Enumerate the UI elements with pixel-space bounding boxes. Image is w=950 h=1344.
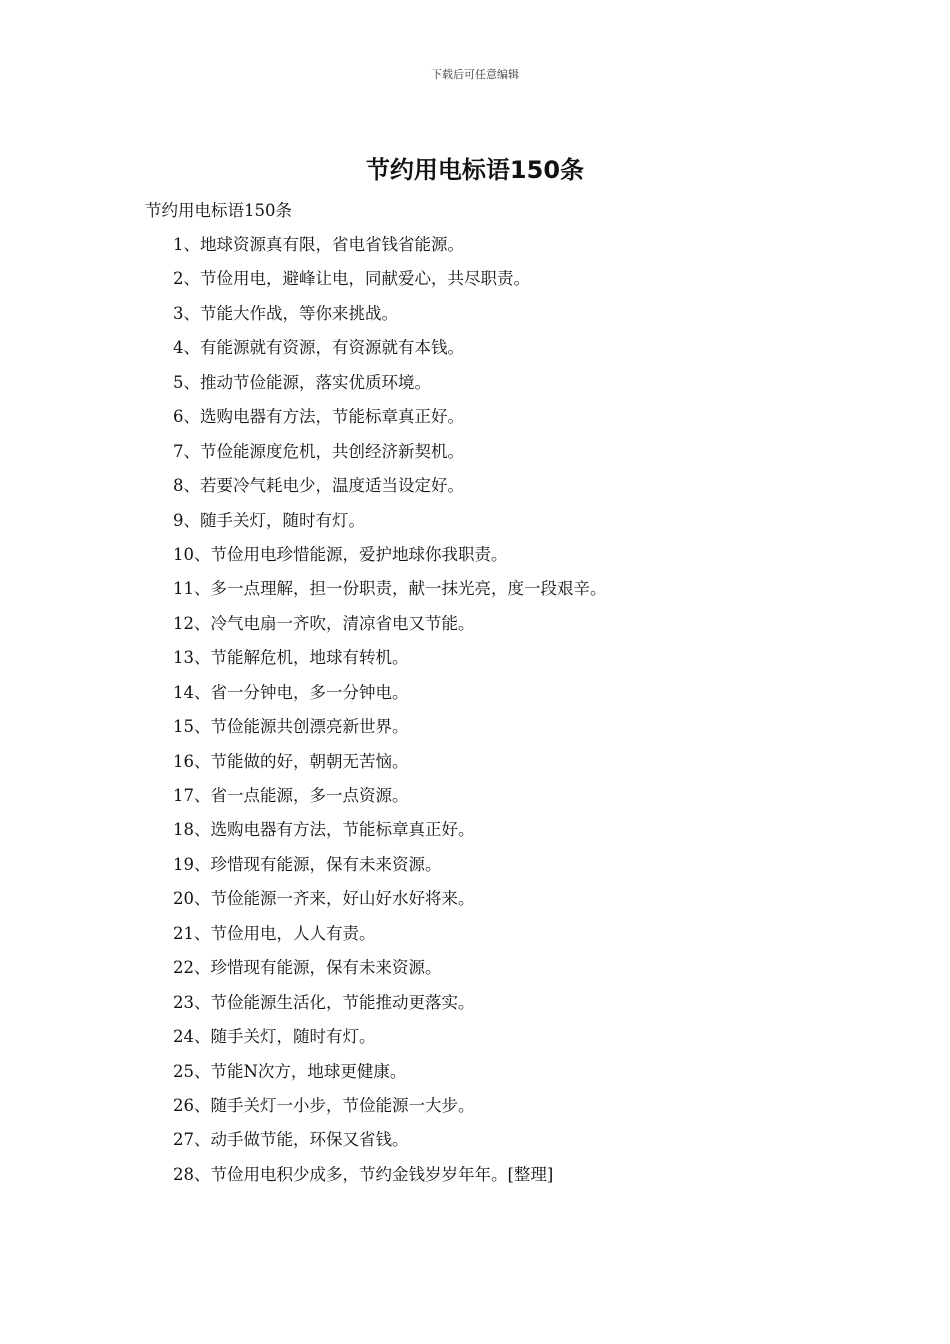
list-item: 11、多一点理解，担一份职责，献一抹光亮，度一段艰辛。 (173, 579, 607, 599)
list-item: 13、节能解危机，地球有转机。 (173, 648, 409, 668)
list-item: 19、珍惜现有能源，保有未来资源。 (173, 854, 442, 874)
list-item: 20、节俭能源一齐来，好山好水好将来。 (173, 889, 475, 909)
list-item: 17、省一点能源，多一点资源。 (173, 786, 409, 805)
list-item: 6、选购电器有方法，节能标章真正好。 (173, 407, 464, 427)
list-item: 4、有能源就有资源，有资源就有本钱。 (173, 338, 464, 358)
header-note: 下载后可任意编辑 (431, 68, 519, 81)
list-item: 14、省一分钟电，多一分钟电。 (173, 682, 409, 702)
list-item: 18、选购电器有方法，节能标章真正好。 (173, 820, 475, 840)
list-item: 16、节能做的好，朝朝无苦恼。 (173, 751, 409, 771)
list-item: 28、节俭用电积少成多，节约金钱岁岁年年。[整理] (173, 1164, 554, 1184)
list-item: 24、随手关灯，随时有灯。 (173, 1027, 376, 1047)
list-item: 10、节俭用电珍惜能源，爱护地球你我职责。 (173, 544, 508, 564)
list-item: 27、动手做节能，环保又省钱。 (173, 1130, 409, 1150)
document-subtitle: 节约用电标语150条 (145, 201, 292, 220)
list-item: 7、节俭能源度危机，共创经济新契机。 (173, 441, 464, 461)
list-item: 15、节俭能源共创漂亮新世界。 (173, 717, 409, 737)
list-item: 25、节能N次方，地球更健康。 (173, 1061, 407, 1081)
list-item: 5、推动节俭能源，落实优质环境。 (173, 372, 431, 392)
list-item: 26、随手关灯一小步，节俭能源一大步。 (173, 1095, 475, 1115)
slogan-list (173, 233, 607, 1197)
list-item: 12、冷气电扇一齐吹，清凉省电又节能。 (173, 613, 475, 633)
document-title: 节约用电标语150条 (365, 156, 585, 184)
list-item: 1、地球资源真有限，省电省钱省能源。 (173, 235, 464, 254)
list-item: 2、节俭用电，避峰让电，同献爱心，共尽职责。 (173, 269, 530, 289)
list-item: 9、随手关灯，随时有灯。 (173, 510, 365, 530)
list-item: 22、珍惜现有能源，保有未来资源。 (173, 958, 442, 978)
list-item: 21、节俭用电，人人有责。 (173, 923, 376, 943)
list-item: 3、节能大作战，等你来挑战。 (173, 303, 398, 323)
list-item: 8、若要冷气耗电少，温度适当设定好。 (173, 476, 464, 496)
list-item: 23、节俭能源生活化，节能推动更落实。 (173, 992, 475, 1012)
